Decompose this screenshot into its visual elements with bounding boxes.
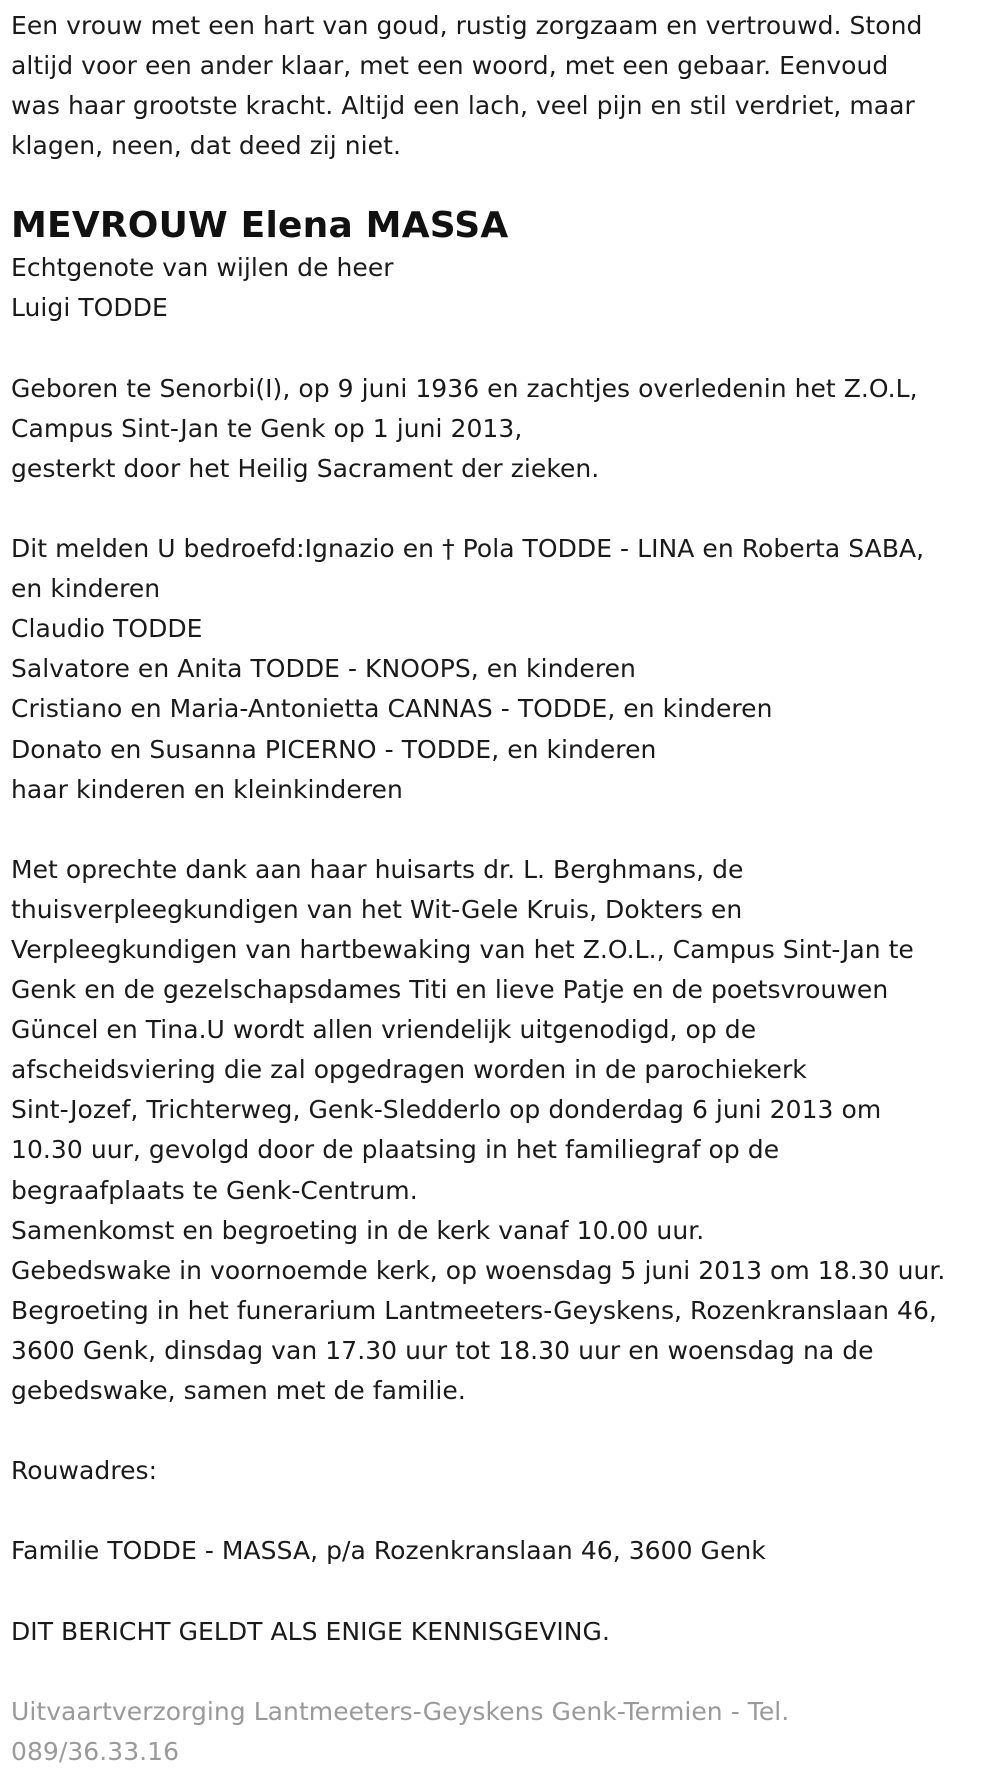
- thanks-service-line: Verpleegkundigen van hartbewaking van het Z.O.L., Campus Sint-Jan te: [11, 934, 914, 964]
- mourners-line: Claudio TODDE: [11, 614, 203, 644]
- spacer: [11, 1411, 996, 1451]
- spacer: [11, 1571, 996, 1611]
- funeral-home-footer: [11, 1692, 996, 1772]
- spacer: [11, 329, 996, 369]
- thanks-service-line: gebedswake, samen met de familie.: [11, 1376, 466, 1405]
- thanks-service-line: Genk en de gezelschapsdames Titi en lieve Patje en de poetsvrouwen: [11, 975, 889, 1005]
- thanks-service-line: Begroeting in het funerarium Lantmeeters-Geyskens, Rozenkranslaan 46,: [11, 1295, 937, 1325]
- notice-line: DIT BERICHT GELDT ALS ENIGE KENNISGEVING.: [11, 1616, 610, 1646]
- footer-line: Uitvaartverzorging Lantmeeters-Geyskens Genk-Termien - Tel.: [11, 1696, 790, 1726]
- deceased-name-heading: MEVROUW Elena MASSA: [11, 205, 509, 247]
- thanks-service-line: Sint-Jozef, Trichterweg, Genk-Sledderlo op donderdag 6 juni 2013 om: [11, 1095, 882, 1125]
- poem-line: was haar grootste kracht. Altijd een lach, veel pijn en stil verdriet, maar: [11, 91, 915, 121]
- spacer: [11, 1652, 996, 1692]
- mourners-line: Dit melden U bedroefd:Ignazio en † Pola TODDE - LINA en Roberta SABA,: [11, 534, 925, 564]
- thanks-service-line: Gebedswake in voornoemde kerk, op woensdag 5 juni 2013 om 18.30 uur.: [11, 1255, 946, 1285]
- birth-death-block: [11, 369, 996, 489]
- spouse-line: Echtgenote van wijlen de heer: [11, 253, 394, 283]
- thanks-service-block: [11, 850, 996, 1411]
- address-line: Familie TODDE - MASSA, p/a Rozenkranslaan 46, 3600 Genk: [11, 1536, 766, 1566]
- spouse-block: [11, 248, 996, 328]
- thanks-service-line: Güncel en Tina.U wordt allen vriendelijk uitgenodigd, op de: [11, 1015, 757, 1045]
- mourners-line: haar kinderen en kleinkinderen: [11, 774, 403, 804]
- obituary-notice: [11, 0, 996, 1772]
- birth-death-line: Campus Sint-Jan te Genk op 1 juni 2013,: [11, 413, 523, 443]
- poem-line: altijd voor een ander klaar, met een woord, met een gebaar. Eenvoud: [11, 51, 889, 81]
- thanks-service-line: afscheidsviering die zal opgedragen worden in de parochiekerk: [11, 1055, 807, 1085]
- spacer: [11, 489, 996, 529]
- poem-block: [11, 0, 996, 166]
- thanks-service-line: 3600 Genk, dinsdag van 17.30 uur tot 18.30 uur en woensdag na de: [11, 1335, 874, 1365]
- poem-line: Een vrouw met een hart van goud, rustig zorgzaam en vertrouwd. Stond: [11, 11, 923, 40]
- spouse-line: Luigi TODDE: [11, 293, 168, 323]
- footer-line: 089/36.33.16: [11, 1736, 180, 1766]
- thanks-service-line: begraafplaats te Genk-Centrum.: [11, 1175, 418, 1205]
- mourners-line: Donato en Susanna PICERNO - TODDE, en kinderen: [11, 734, 657, 764]
- address-label: Rouwadres:: [11, 1456, 158, 1486]
- thanks-service-line: Samenkomst en begroeting in de kerk vanaf 10.00 uur.: [11, 1215, 705, 1245]
- thanks-service-line: thuisverpleegkundigen van het Wit-Gele Kruis, Dokters en: [11, 894, 743, 924]
- thanks-service-line: Met oprechte dank aan haar huisarts dr. L. Berghmans, de: [11, 854, 744, 884]
- mourners-line: Cristiano en Maria-Antonietta CANNAS - TODDE, en kinderen: [11, 694, 773, 724]
- poem-line: klagen, neen, dat deed zij niet.: [11, 131, 401, 161]
- spacer: [11, 1491, 996, 1531]
- thanks-service-line: 10.30 uur, gevolgd door de plaatsing in het familiegraf op de: [11, 1135, 780, 1165]
- birth-death-line: Geboren te Senorbi(I), op 9 juni 1936 en zachtjes overledenin het Z.O.L,: [11, 373, 918, 403]
- mourners-line: en kinderen: [11, 574, 161, 604]
- birth-death-line: gesterkt door het Heilig Sacrament der zieken.: [11, 453, 600, 483]
- mourners-line: Salvatore en Anita TODDE - KNOOPS, en kinderen: [11, 654, 636, 684]
- mourners-block: [11, 529, 996, 810]
- spacer: [11, 810, 996, 850]
